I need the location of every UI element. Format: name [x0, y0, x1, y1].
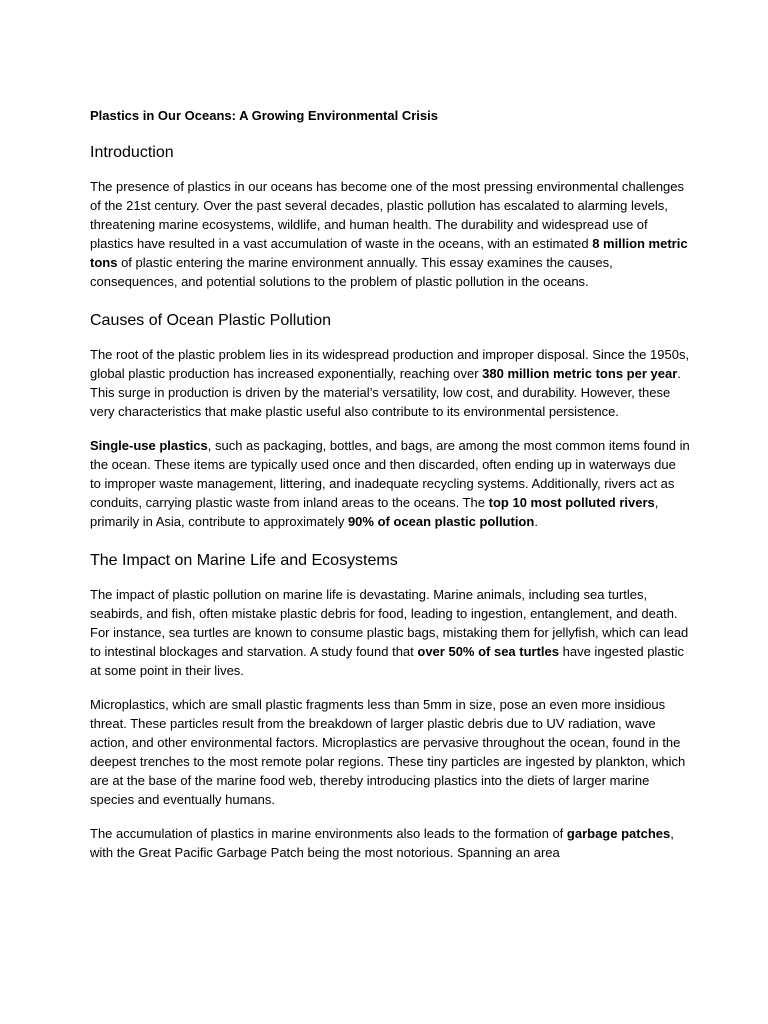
text-run: The root of the plastic problem lies in its widespread production and improper disposal. Since the 1950s, global plastic production has increased exponentially, reaching over [90, 347, 690, 381]
section-heading: Causes of Ocean Plastic Pollution [90, 312, 332, 329]
bold-text: 8 million metric tons [90, 236, 688, 270]
bold-text: garbage patches [566, 826, 671, 841]
document-section [90, 550, 690, 862]
text-run: , such as packaging, bottles, and bags, are among the most common items found in the ocean. These items are typically used once and then discarded, often ending up in waterways due to improper waste management, littering, and inadequate recycling systems. Additionally, rivers act as conduits, carrying plastic waste from inland areas to the oceans. The [90, 438, 690, 510]
body-paragraph [90, 824, 690, 862]
document-page [90, 106, 690, 881]
body-paragraph [90, 585, 690, 680]
bold-text: top 10 most polluted rivers [488, 495, 655, 510]
document-section [90, 142, 690, 291]
document-body [90, 142, 690, 862]
text-run: The accumulation of plastics in marine environments also leads to the formation of [90, 826, 567, 841]
section-heading: The Impact on Marine Life and Ecosystems [90, 552, 398, 569]
text-run: Microplastics, which are small plastic fragments less than 5mm in size, pose an even more insidious threat. These particles result from the breakdown of larger plastic debris due to UV radiation, wave action, and other environmental factors. Microplastics are pervasive throughout the ocean, found in the deepest trenches to the most remote polar regions. These tiny particles are ingested by plankton, which are at the base of the marine food web, thereby introducing plastics into the diets of larger marine species and eventually humans. [90, 697, 686, 807]
body-paragraph [90, 695, 690, 809]
body-paragraph [90, 436, 690, 531]
bold-text: 90% of ocean plastic pollution [347, 514, 535, 529]
text-run: The impact of plastic pollution on marine life is devastating. Marine animals, including sea turtles, seabirds, and fish, often mistake plastic debris for food, leading to ingestion, entanglement, and death. For instance, sea turtles are known to consume plastic bags, mistaking them for jellyfish, which can lead to intestinal blockages and starvation. A study found that [90, 587, 689, 659]
bold-text: over 50% of sea turtles [417, 644, 560, 659]
body-paragraph [90, 177, 690, 291]
bold-text: 380 million metric tons per year [482, 366, 678, 381]
text-run: . [534, 514, 538, 529]
body-paragraph [90, 345, 690, 421]
document-title: Plastics in Our Oceans: A Growing Environmental Crisis [90, 108, 438, 123]
text-run: of plastic entering the marine environment annually. This essay examines the causes, consequences, and potential solutions to the problem of plastic pollution in the oceans. [90, 255, 613, 289]
text-run: The presence of plastics in our oceans has become one of the most pressing environmental challenges of the 21st century. Over the past several decades, plastic pollution has escalated to alarming levels, threatening marine ecosystems, wildlife, and human health. The durability and widespread use of plastics have resulted in a vast accumulation of waste in the oceans, with an estimated [90, 179, 685, 251]
text-run: , primarily in Asia, contribute to approximately [90, 495, 659, 529]
document-section [90, 310, 690, 531]
text-run: . This surge in production is driven by the material’s versatility, low cost, and durability. However, these very characteristics that make plastic useful also contribute to its environmental persistence. [90, 366, 681, 419]
bold-text: Single-use plastics [90, 438, 208, 453]
text-run: have ingested plastic at some point in their lives. [90, 644, 685, 678]
section-heading: Introduction [90, 144, 174, 161]
text-run: , with the Great Pacific Garbage Patch being the most notorious. Spanning an area [90, 826, 674, 860]
